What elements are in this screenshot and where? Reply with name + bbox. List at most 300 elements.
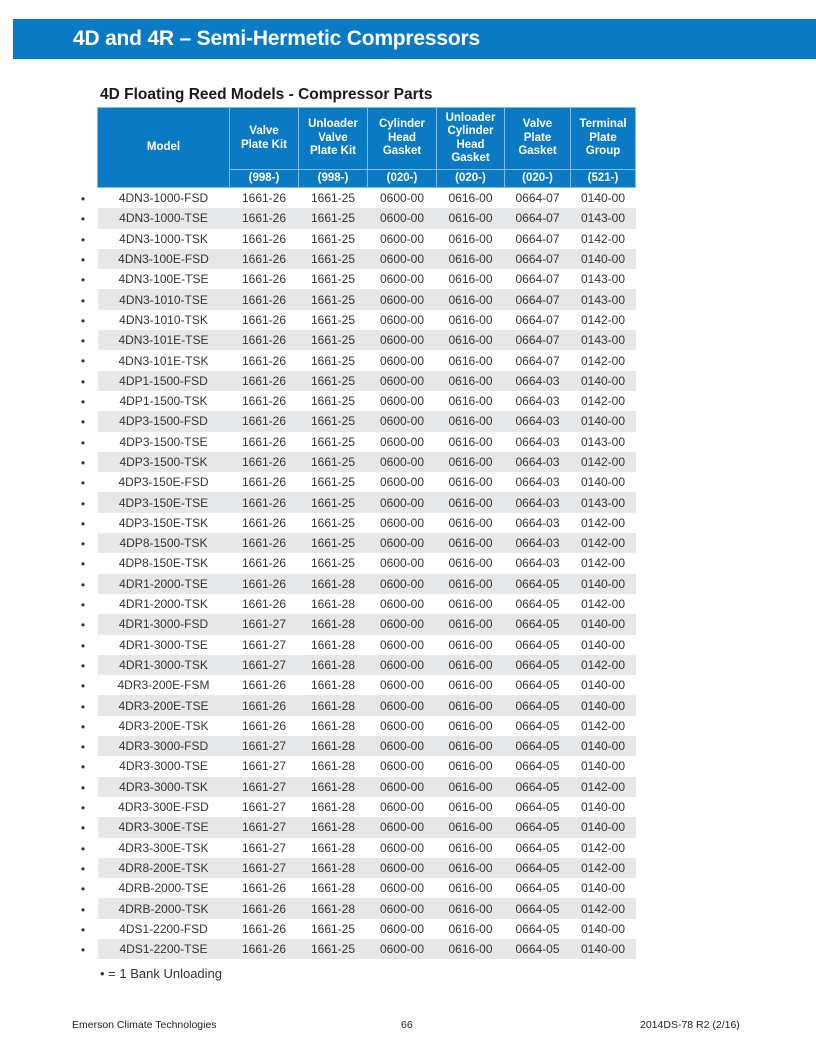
part-number-cell: 0142-00: [580, 312, 626, 327]
part-number-cell: 0664-05: [515, 921, 560, 936]
part-number-cell: 0664-05: [505, 777, 571, 797]
table-row: [98, 594, 636, 614]
model-cell: 4DRB-2000-TSE: [118, 881, 209, 896]
part-number-cell: 1661-26: [230, 289, 299, 309]
part-number-cell: 0142-00: [571, 655, 636, 675]
part-number-cell: 0664-05: [515, 597, 560, 612]
table-header-row: [98, 108, 636, 170]
bank-unloading-bullet: •: [80, 435, 86, 450]
part-number-cell: 0664-03: [505, 533, 571, 553]
part-number-cell: 0143-00: [571, 289, 636, 309]
part-number-cell: 1661-25: [310, 272, 356, 287]
part-number-cell: 0664-05: [505, 939, 571, 959]
table-row: [98, 797, 636, 817]
part-number-cell: 1661-28: [310, 800, 356, 815]
column-header: [299, 108, 368, 170]
part-number-cell: 1661-25: [310, 515, 356, 530]
part-number-cell: 0616-00: [448, 475, 493, 490]
table-body: [98, 188, 636, 960]
column-header: [437, 108, 505, 170]
bank-unloading-bullet: •: [80, 841, 86, 856]
part-number-cell: 1661-26: [241, 353, 287, 368]
bank-unloading-bullet: •: [80, 455, 86, 470]
part-number-cell: 0600-00: [379, 191, 425, 206]
part-number-cell: 0616-00: [437, 411, 505, 431]
part-number-cell: 0140-00: [580, 678, 626, 693]
model-cell: 4DR3-300E-TSE: [98, 817, 230, 837]
column-header-line: Unloader: [445, 111, 496, 124]
part-number-cell: 0140-00: [571, 695, 636, 715]
part-number-cell: 0664-05: [505, 736, 571, 756]
column-header: [368, 108, 437, 170]
part-number-cell: 0600-00: [379, 556, 425, 571]
model-cell: 4DP8-1500-TSK: [98, 533, 230, 553]
bank-unloading-bullet: •: [80, 252, 86, 267]
model-cell: 4DP1-1500-TSK: [119, 394, 208, 409]
part-number-cell: 0664-03: [515, 515, 560, 530]
part-number-cell: 0616-00: [448, 353, 493, 368]
part-number-cell: 1661-28: [299, 736, 368, 756]
part-number-cell: 1661-26: [230, 371, 299, 391]
column-header: [571, 108, 636, 170]
part-number-cell: 0664-07: [515, 272, 560, 287]
part-number-cell: 0664-05: [515, 637, 560, 652]
part-number-cell: 1661-26: [230, 695, 299, 715]
bank-unloading-bullet: •: [80, 496, 86, 511]
column-unit: (521-): [571, 170, 636, 188]
part-number-cell: 0140-00: [580, 637, 626, 652]
bank-unloading-bullet: •: [80, 740, 86, 755]
part-number-cell: 0616-00: [448, 231, 493, 246]
part-number-cell: 1661-28: [299, 858, 368, 878]
part-number-cell: 1661-28: [310, 840, 356, 855]
part-number-cell: 0600-00: [379, 394, 425, 409]
part-number-cell: 0664-05: [505, 898, 571, 918]
part-number-cell: 1661-28: [299, 898, 368, 918]
bank-unloading-bullet: •: [80, 476, 86, 491]
table-row: [98, 858, 636, 878]
model-cell: 4DN3-1000-TSE: [98, 208, 230, 228]
part-number-cell: 0140-00: [571, 939, 636, 959]
part-number-cell: 0616-00: [437, 249, 505, 269]
part-number-cell: 0616-00: [448, 800, 493, 815]
part-number-cell: 0616-00: [437, 574, 505, 594]
part-number-cell: 0616-00: [448, 272, 493, 287]
part-number-cell: 1661-28: [310, 597, 356, 612]
part-number-cell: 0600-00: [379, 272, 425, 287]
footer-company: Emerson Climate Technologies: [72, 1019, 217, 1031]
part-number-cell: 0664-05: [505, 574, 571, 594]
column-header-line: Gasket: [451, 152, 490, 164]
part-number-cell: 1661-25: [299, 411, 368, 431]
table-row: [98, 635, 636, 655]
part-number-cell: 1661-26: [241, 515, 287, 530]
table-row: [98, 310, 636, 330]
part-number-cell: 0616-00: [437, 817, 505, 837]
column-header-line: Plate Kit: [309, 145, 356, 158]
model-cell: 4DN3-100E-TSE: [118, 272, 209, 287]
part-number-cell: 0664-07: [515, 191, 560, 206]
model-cell: 4DN3-101E-TSE: [98, 330, 230, 350]
part-number-cell: 0142-00: [580, 597, 626, 612]
model-cell: 4DP3-150E-TSK: [118, 515, 209, 530]
column-unit: (020-): [368, 170, 437, 188]
part-number-cell: 1661-26: [241, 475, 287, 490]
bank-unloading-bullet: •: [80, 902, 86, 917]
part-number-cell: 1661-26: [241, 881, 287, 896]
column-header-line: Valve: [522, 118, 553, 131]
bank-unloading-bullet: •: [80, 922, 86, 937]
model-cell: 4DR1-2000-TSK: [119, 597, 208, 612]
part-number-cell: 1661-27: [241, 759, 287, 774]
bank-unloading-bullet: •: [80, 395, 86, 409]
model-cell: 4DRB-2000-TSK: [98, 898, 230, 918]
part-number-cell: 0140-00: [580, 921, 626, 936]
table-row: [98, 736, 636, 756]
part-number-cell: 0140-00: [571, 249, 636, 269]
part-number-cell: 0600-00: [368, 858, 437, 878]
part-number-cell: 0616-00: [437, 492, 505, 512]
column-header-line: Gasket: [518, 145, 557, 158]
part-number-cell: 0600-00: [368, 939, 437, 959]
model-cell: 4DS1-2200-TSE: [98, 939, 230, 959]
part-number-cell: 1661-26: [230, 574, 299, 594]
part-number-cell: 0600-00: [368, 614, 437, 634]
table-row: [98, 777, 636, 797]
part-number-cell: 1661-26: [241, 394, 287, 409]
model-cell: 4DP3-150E-TSE: [98, 492, 230, 512]
part-number-cell: 1661-26: [241, 556, 287, 571]
part-number-cell: 1661-26: [230, 939, 299, 959]
table-row: [98, 838, 636, 858]
part-number-cell: 1661-27: [241, 840, 287, 855]
part-number-cell: 0616-00: [437, 614, 505, 634]
model-cell: 4DN3-101E-TSK: [118, 353, 209, 368]
part-number-cell: 0140-00: [571, 371, 636, 391]
part-number-cell: 0664-03: [505, 492, 571, 512]
table-row: [98, 878, 636, 898]
part-number-cell: 1661-28: [310, 718, 356, 733]
model-cell: 4DP3-1500-FSD: [98, 411, 230, 431]
part-number-cell: 0616-00: [448, 434, 493, 449]
bank-unloading-bullet: •: [80, 293, 86, 308]
part-number-cell: 0616-00: [437, 939, 505, 959]
bank-unloading-bullet: •: [80, 882, 86, 897]
part-number-cell: 0600-00: [379, 475, 425, 490]
part-number-cell: 1661-25: [299, 939, 368, 959]
column-header: [230, 108, 299, 170]
model-cell: 4DR3-200E-TSE: [98, 695, 230, 715]
part-number-cell: 1661-26: [241, 312, 287, 327]
model-cell: 4DR3-3000-FSD: [98, 736, 230, 756]
part-number-cell: 0664-07: [515, 353, 560, 368]
model-cell: 4DP8-150E-TSK: [118, 556, 209, 571]
table-row: [98, 675, 636, 695]
table-row: [98, 371, 636, 391]
part-number-cell: 0142-00: [571, 858, 636, 878]
part-number-cell: 0616-00: [437, 371, 505, 391]
column-unit: (998-): [230, 170, 299, 188]
column-header-line: Terminal: [579, 118, 627, 131]
table-row: [98, 553, 636, 573]
table-row: [98, 939, 636, 959]
model-cell: 4DP3-1500-TSK: [98, 452, 230, 472]
part-number-cell: 0616-00: [448, 718, 493, 733]
part-number-cell: 1661-26: [230, 208, 299, 228]
part-number-cell: 1661-25: [310, 556, 356, 571]
part-number-cell: 0600-00: [368, 289, 437, 309]
bank-unloading-bullet: •: [80, 801, 86, 815]
part-number-cell: 0600-00: [379, 759, 425, 774]
part-number-cell: 0664-03: [505, 371, 571, 391]
part-number-cell: 1661-26: [230, 411, 299, 431]
part-number-cell: 0616-00: [448, 597, 493, 612]
bank-unloading-bullet: •: [80, 638, 86, 653]
table-row: [98, 756, 636, 776]
part-number-cell: 0140-00: [580, 475, 626, 490]
table-row: [98, 716, 636, 736]
part-number-cell: 1661-28: [299, 655, 368, 675]
part-number-cell: 0616-00: [448, 759, 493, 774]
part-number-cell: 1661-28: [299, 614, 368, 634]
part-number-cell: 0664-05: [505, 858, 571, 878]
part-number-cell: 0600-00: [368, 817, 437, 837]
part-number-cell: 1661-28: [310, 759, 356, 774]
bank-unloading-bullet: •: [80, 719, 86, 734]
bank-unloading-bullet: •: [80, 943, 86, 958]
part-number-cell: 1661-28: [299, 574, 368, 594]
part-number-cell: 0142-00: [580, 353, 626, 368]
footer-doc-id: 2014DS-78 R2 (2/16): [640, 1019, 740, 1031]
footer-page-number: 66: [401, 1019, 413, 1031]
page-title: 4D and 4R – Semi-Hermetic Compressors: [73, 27, 480, 50]
part-number-cell: 0600-00: [368, 411, 437, 431]
part-number-cell: 0142-00: [571, 452, 636, 472]
table-row: [98, 330, 636, 350]
part-number-cell: 1661-25: [299, 371, 368, 391]
parts-table: [97, 107, 636, 959]
part-number-cell: 0664-07: [505, 289, 571, 309]
part-number-cell: 1661-27: [230, 655, 299, 675]
part-number-cell: 0616-00: [448, 394, 493, 409]
part-number-cell: 1661-28: [310, 637, 356, 652]
part-number-cell: 0140-00: [571, 411, 636, 431]
part-number-cell: 0616-00: [448, 678, 493, 693]
part-number-cell: 1661-25: [299, 249, 368, 269]
table-row: [98, 289, 636, 309]
part-number-cell: 1661-25: [299, 492, 368, 512]
part-number-cell: 0600-00: [379, 353, 425, 368]
part-number-cell: 0143-00: [580, 434, 626, 449]
part-number-cell: 0616-00: [437, 695, 505, 715]
part-number-cell: 1661-26: [241, 678, 287, 693]
part-number-cell: 0142-00: [580, 515, 626, 530]
part-number-cell: 1661-25: [310, 191, 356, 206]
column-header-line: Cylinder: [447, 125, 494, 137]
part-number-cell: 0600-00: [379, 515, 425, 530]
part-number-cell: 0142-00: [580, 718, 626, 733]
table-row: [98, 919, 636, 939]
part-number-cell: 0600-00: [379, 637, 425, 652]
part-number-cell: 0600-00: [368, 898, 437, 918]
column-header-line: Group: [585, 145, 621, 158]
bank-unloading-bullet: •: [80, 780, 86, 795]
bank-unloading-bullet: •: [80, 334, 86, 349]
part-number-cell: 1661-27: [241, 637, 287, 652]
part-number-cell: 0616-00: [448, 840, 493, 855]
part-number-cell: 0616-00: [437, 289, 505, 309]
part-number-cell: 1661-26: [230, 249, 299, 269]
bank-unloading-bullet: •: [80, 537, 86, 552]
part-number-cell: 0600-00: [379, 800, 425, 815]
model-cell: 4DR1-2000-TSE: [98, 574, 230, 594]
part-number-cell: 1661-26: [241, 718, 287, 733]
part-number-cell: 0664-03: [515, 475, 560, 490]
part-number-cell: 0600-00: [379, 231, 425, 246]
table-row: [98, 391, 636, 411]
table-row: [98, 695, 636, 715]
table-row: [98, 492, 636, 512]
part-number-cell: 0143-00: [571, 492, 636, 512]
part-number-cell: 0140-00: [571, 614, 636, 634]
part-number-cell: 0140-00: [571, 574, 636, 594]
column-header-line: Plate: [523, 131, 552, 144]
part-number-cell: 1661-27: [230, 817, 299, 837]
part-number-cell: 0616-00: [448, 881, 493, 896]
part-number-cell: 0140-00: [580, 881, 626, 896]
column-header: [98, 108, 230, 188]
part-number-cell: 0664-03: [505, 411, 571, 431]
part-number-cell: 1661-25: [310, 921, 356, 936]
part-number-cell: 0616-00: [437, 330, 505, 350]
column-header: [505, 108, 571, 170]
model-cell: 4DP3-1500-TSE: [119, 434, 208, 449]
column-header-line: Plate: [589, 131, 617, 144]
part-number-cell: 0143-00: [580, 272, 626, 287]
table-row: [98, 533, 636, 553]
part-number-cell: 1661-25: [310, 312, 356, 327]
model-cell: 4DN3-1010-TSK: [119, 312, 208, 327]
model-cell: 4DR1-3000-TSE: [119, 637, 208, 652]
part-number-cell: 1661-26: [241, 597, 287, 612]
part-number-cell: 0664-05: [505, 655, 571, 675]
model-cell: 4DR8-200E-TSK: [98, 858, 230, 878]
part-number-cell: 1661-26: [230, 452, 299, 472]
model-cell: 4DN3-1010-TSE: [98, 289, 230, 309]
part-number-cell: 1661-25: [299, 208, 368, 228]
part-number-cell: 0664-05: [515, 718, 560, 733]
part-number-cell: 0600-00: [368, 492, 437, 512]
part-number-cell: 1661-28: [310, 678, 356, 693]
part-number-cell: 0142-00: [580, 840, 626, 855]
part-number-cell: 0600-00: [379, 921, 425, 936]
column-header-line: Gasket: [382, 145, 422, 158]
part-number-cell: 0664-03: [515, 434, 560, 449]
part-number-cell: 1661-25: [299, 289, 368, 309]
column-header-line: Head: [456, 138, 485, 151]
part-number-cell: 1661-28: [299, 817, 368, 837]
part-number-cell: 0142-00: [571, 898, 636, 918]
table-row: [98, 574, 636, 594]
model-cell: 4DP1-1500-FSD: [98, 371, 230, 391]
model-cell: 4DR3-300E-TSK: [118, 840, 209, 855]
part-number-cell: 0600-00: [379, 840, 425, 855]
part-number-cell: 0600-00: [368, 208, 437, 228]
part-number-cell: 1661-25: [299, 533, 368, 553]
part-number-cell: 1661-25: [299, 330, 368, 350]
part-number-cell: 0664-03: [505, 452, 571, 472]
bank-unloading-bullet: •: [80, 232, 86, 247]
bank-unloading-bullet: •: [80, 577, 86, 592]
part-number-cell: 0616-00: [437, 898, 505, 918]
bank-unloading-bullet: •: [80, 699, 86, 714]
part-number-cell: 0616-00: [448, 191, 493, 206]
model-cell: 4DR1-3000-FSD: [98, 614, 230, 634]
column-header-line: Head: [387, 131, 417, 144]
part-number-cell: 0616-00: [437, 777, 505, 797]
part-number-cell: 0664-05: [505, 614, 571, 634]
bank-unloading-bullet: •: [80, 516, 86, 531]
model-cell: 4DN3-1000-FSD: [118, 191, 209, 206]
model-cell: 4DP3-150E-FSD: [118, 475, 209, 490]
part-number-cell: 1661-26: [241, 272, 287, 287]
part-number-cell: 1661-28: [310, 881, 356, 896]
table-row: [98, 249, 636, 269]
table-row: [98, 452, 636, 472]
part-number-cell: 0600-00: [368, 655, 437, 675]
section-title: 4D Floating Reed Models - Compressor Parts: [100, 86, 433, 103]
part-number-cell: 0664-07: [515, 231, 560, 246]
part-number-cell: 0616-00: [437, 858, 505, 878]
model-cell: 4DS1-2200-FSD: [119, 921, 208, 936]
part-number-cell: 0664-05: [505, 817, 571, 837]
part-number-cell: 0616-00: [437, 208, 505, 228]
part-number-cell: 0143-00: [571, 208, 636, 228]
column-unit: (020-): [437, 170, 505, 188]
part-number-cell: 0140-00: [571, 736, 636, 756]
part-number-cell: 0664-07: [505, 249, 571, 269]
bank-unloading-bullet: •: [80, 679, 86, 694]
part-number-cell: 1661-26: [230, 898, 299, 918]
bank-unloading-bullet: •: [80, 760, 86, 775]
part-number-cell: 0664-03: [515, 556, 560, 571]
legend-note: • = 1 Bank Unloading: [100, 966, 222, 981]
part-number-cell: 0664-03: [515, 394, 560, 409]
table-row: [98, 817, 636, 837]
column-header-line: Plate Kit: [240, 138, 287, 151]
column-header-line: Unloader: [308, 118, 358, 131]
part-number-cell: 1661-27: [241, 800, 287, 815]
part-number-cell: 0600-00: [368, 736, 437, 756]
column-header-line: Valve: [318, 131, 348, 144]
table-row: [98, 614, 636, 634]
column-header-line: Model: [146, 140, 181, 153]
part-number-cell: 1661-26: [230, 330, 299, 350]
part-number-cell: 0140-00: [580, 800, 626, 815]
part-number-cell: 1661-26: [230, 533, 299, 553]
model-cell: 4DR3-200E-FSM: [117, 678, 210, 693]
model-cell: 4DR3-3000-TSE: [119, 759, 208, 774]
column-header-line: Valve: [249, 125, 279, 137]
part-number-cell: 0616-00: [448, 556, 493, 571]
table-row: [98, 898, 636, 918]
part-number-cell: 0664-05: [515, 678, 560, 693]
bank-unloading-bullet: •: [80, 557, 86, 572]
table-row: [98, 472, 636, 492]
bank-unloading-bullet: •: [80, 212, 86, 227]
bank-unloading-bullet: •: [80, 821, 86, 836]
part-number-cell: 0140-00: [571, 817, 636, 837]
